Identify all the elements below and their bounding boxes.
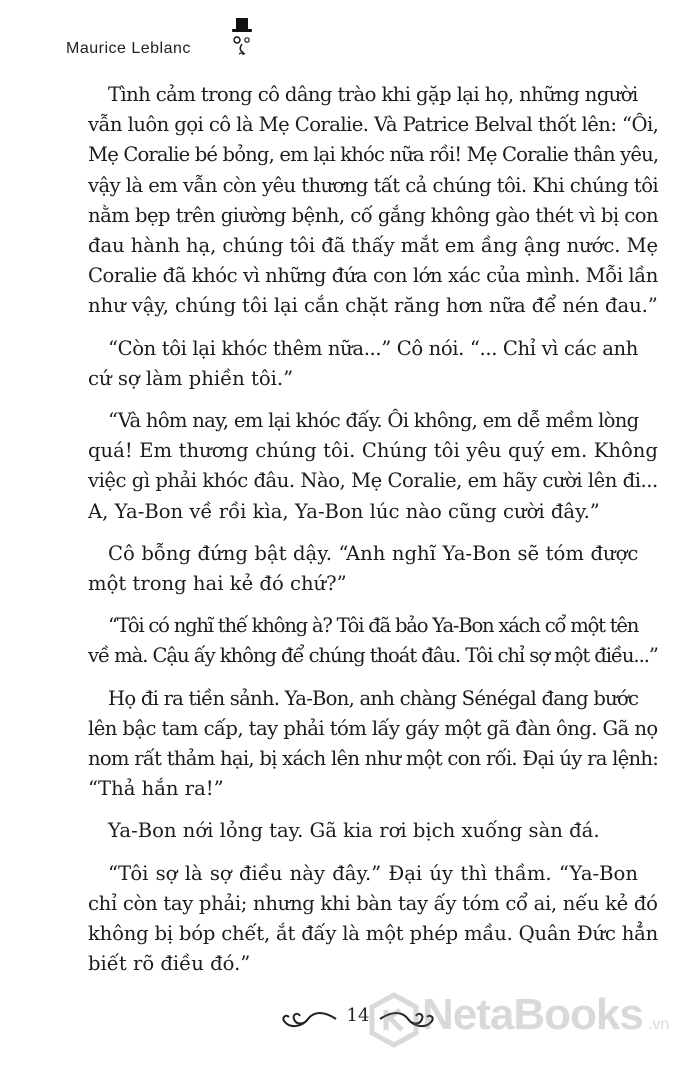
text-line: “Còn tôi lại khóc thêm nữa...” Cô nói. “... Chỉ vì các anh (108, 336, 639, 360)
text-line: lên bậc tam cấp, tay phải tóm lấy gáy một gã đàn ông. Gã nọ (88, 716, 658, 740)
text-line: “Và hôm nay, em lại khóc đấy. Ôi không, em dễ mềm lòng (108, 409, 639, 433)
watermark-brand: NetaBooks (422, 990, 643, 1039)
text-line: vẫn luôn gọi cô là Mẹ Coralie. Và Patrice Belval thốt lên: “Ôi, (88, 113, 659, 137)
running-head-author: Maurice Leblanc (66, 40, 191, 57)
text-line: Cô bỗng đứng bật dậy. “Anh nghĩ Ya-Bon sẽ tóm được (108, 541, 639, 565)
text-line: biết rõ điều đó.” (88, 952, 251, 976)
netabooks-hexagon-logo-icon (366, 992, 422, 1048)
text-line: không bị bóp chết, ắt đấy là một phép mầu. Quân Đức hẳn (88, 922, 659, 946)
text-line: nằm bẹp trên giường bệnh, cố gắng không gào thét vì bị con (88, 203, 659, 227)
text-line: việc gì phải khóc đâu. Nào, Mẹ Coralie, em hãy cười lên đi... (88, 469, 658, 493)
text-line: “Tôi sợ là sợ điều này đây.” Đại úy thì thầm. “Ya-Bon (108, 861, 638, 885)
scroll-flourish-left-icon (280, 1007, 338, 1031)
paragraph (88, 406, 658, 527)
watermark-tld: .vn (648, 1016, 670, 1033)
text-line: vậy là em vẫn còn yêu thương tất cả chúng tôi. Khi chúng tôi (88, 173, 659, 197)
paragraph (88, 334, 658, 394)
text-line: chỉ còn tay phải; nhưng khi bàn tay ấy tóm cổ ai, nếu kẻ đó (88, 891, 658, 915)
text-line: quá! Em thương chúng tôi. Chúng tôi yêu quý em. Không (88, 439, 658, 463)
text-line: Mẹ Coralie bé bỏng, em lại khóc nữa rồi! Mẹ Coralie thân yêu, (88, 143, 659, 167)
text-line: “Thả hắn ra!” (88, 777, 224, 801)
text-line: Ya-Bon nới lỏng tay. Gã kia rơi bịch xuống sàn đá. (108, 819, 600, 843)
text-line: cứ sợ làm phiền tôi.” (88, 366, 294, 390)
paragraph (88, 80, 658, 322)
paragraph (88, 816, 658, 846)
text-line: Họ đi ra tiền sảnh. Ya-Bon, anh chàng Sénégal đang bước (108, 686, 639, 710)
text-line: Coralie đã khóc vì những đứa con lớn xác của mình. Mỗi lần (88, 264, 658, 288)
text-line: “Tôi có nghĩ thế không à? Tôi đã bảo Ya-Bon xách cổ một tên (108, 614, 639, 638)
body-text (88, 80, 658, 991)
text-line: nom rất thảm hại, bị xách lên như một con rối. Đại úy ra lệnh: (88, 747, 659, 771)
paragraph (88, 684, 658, 805)
top-hat-monocle-icon (228, 16, 256, 60)
netabooks-watermark (366, 986, 696, 1056)
page-number: 14 (346, 1005, 370, 1026)
text-line: một trong hai kẻ đó chứ?” (88, 572, 347, 596)
text-line: A, Ya-Bon về rồi kìa, Ya-Bon lúc nào cũng cười đây.” (88, 499, 600, 523)
paragraph (88, 539, 658, 599)
paragraph (88, 611, 658, 671)
text-line: như vậy, chúng tôi lại cắn chặt răng hơn nữa để nén đau.” (88, 294, 658, 318)
paragraph (88, 859, 658, 980)
text-line: đau hành hạ, chúng tôi đã thấy mắt em ầng ậng nước. Mẹ (88, 234, 658, 258)
text-line: về mà. Cậu ấy không để chúng thoát đâu. Tôi chỉ sợ một điều...” (88, 644, 658, 668)
text-line: Tình cảm trong cô dâng trào khi gặp lại họ, những người (108, 83, 638, 106)
